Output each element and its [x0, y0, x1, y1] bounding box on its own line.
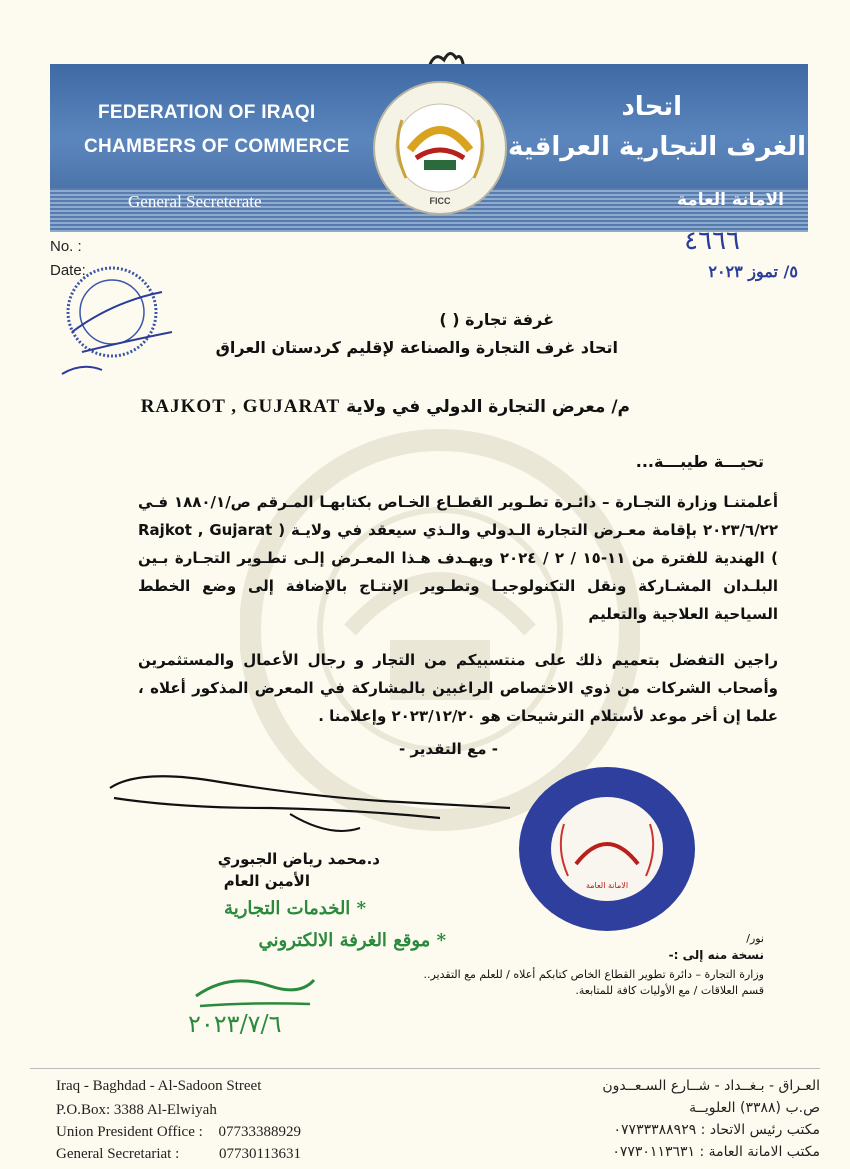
cc-initials: نور/: [746, 932, 764, 945]
number-label: No. :: [50, 238, 82, 255]
footer-pobox-en: P.O.Box: 3388 Al-Elwiyah: [56, 1102, 217, 1118]
header-title-en-line1: FEDERATION OF IRAQI: [98, 102, 316, 123]
body-paragraph-1: أعلمتنـا وزارة التجـارة – دائـرة تطـوير القطـاع الخـاص بكتابهـا المـرقم ص/١٨٨٠/١ فـي ٢٠٢٣/٦/٢٢ بإقامة معـرض التجارة الـدولي والـذي سيعقد في ولايـة ( Rajkot , Gujarat ) الهندية للفترة من ١١-١٥ / ٢ / ٢٠٢٤ ويهـدف هـذا المعـرض إلـى تطـوير التجـارة بـين البلـدان المشـاركة ونقل التكنولوجيـا وتطـوير الإنتـاج بالإضافة إلى وضع الخطط السياحية العلاجية والتعليم: [138, 493, 778, 623]
footer-secretariat-phone: 07730113631: [219, 1146, 301, 1162]
footer-pobox-ar: ص.ب (٣٣٨٨) العلويــة: [689, 1100, 820, 1116]
footer-president-en: [56, 1124, 301, 1141]
seal-center-text: الامانة العامة: [585, 881, 629, 890]
footer-secretariat-en: [56, 1146, 301, 1163]
greeting: تحيـــة طيبـــة...: [635, 452, 764, 471]
footer-secretariat-label: General Secretariat :: [56, 1146, 180, 1162]
footer-secretariat-ar: مكتب الامانة العامة : ٠٧٧٣٠١١٣٦٣١: [612, 1144, 820, 1160]
green-date: ٢٠٢٣/٧/٦: [188, 1010, 282, 1038]
signer-name: د.محمد رياض الجبوري: [217, 850, 380, 868]
subject-line: [141, 396, 630, 418]
date-label: Date:: [50, 262, 86, 279]
green-note-2: * موقع الغرفة الالكتروني: [258, 930, 446, 951]
received-stamp: [52, 262, 192, 382]
header-title-en-line2: CHAMBERS OF COMMERCE: [84, 136, 350, 157]
cc-line-1: وزارة التجارة – دائرة تطوير القطاع الخاص كتابكم أعلاه / للعلم مع التقدير..: [423, 968, 764, 981]
federation-logo: [372, 80, 508, 216]
footer-president-phone: 07733388929: [218, 1124, 302, 1140]
header-subtitle-en: General Secreterate: [128, 192, 262, 211]
header-subtitle-ar: الامانة العامة: [676, 190, 784, 210]
logo-abbr: FICC: [429, 196, 451, 206]
footer-address-en: Iraq - Baghdad - Al-Sadoon Street: [56, 1078, 262, 1094]
closing-regards: - مع التقدير -: [399, 740, 498, 758]
handwritten-date: ٥/ تموز ٢٠٢٣: [708, 262, 798, 281]
cc-line-2: قسم العلاقات / مع الأوليات كافة للمتابعة.: [575, 984, 764, 997]
footer-address-ar: العـراق - بـغــداد - شــارع السـعــدون: [602, 1078, 820, 1094]
recipient-line1: غرفة تجارة ( ): [439, 310, 554, 329]
official-seal: [516, 764, 698, 934]
footer-president-label: Union President Office :: [56, 1124, 203, 1140]
cc-title: نسخة منه إلى :-: [668, 948, 764, 962]
green-initials: [190, 966, 320, 1016]
green-note-1: * الخدمات التجارية: [224, 898, 366, 919]
recipient-line2: اتحاد غرف التجارة والصناعة لإقليم كردستان العراق: [215, 338, 618, 357]
body-paragraph-2: راجين التفضل بتعميم ذلك على منتسبيكم من التجار و رجال الأعمال والمستثمرين وأصحاب الشركات من ذوي الاختصاص الراغبين بالمشاركة في المعرض المذكور أعلاه ، علما إن أخر موعد لأستلام الترشيحات هو ٢٠٢٣/١٢/٢٠ وإعلامنا .: [138, 651, 778, 725]
header-title-ar-line2: الغرف التجارية العراقية: [508, 132, 806, 162]
signature: [100, 768, 520, 848]
footer-divider: [30, 1068, 820, 1069]
subject-ar: م/ معرض التجارة الدولي في ولاية: [346, 397, 630, 417]
signer-title: الأمين العام: [223, 872, 310, 890]
footer-president-ar: مكتب رئيس الاتحاد : ٠٧٧٣٣٣٨٨٩٢٩: [613, 1122, 820, 1138]
subject-en: RAJKOT , GUJARAT: [140, 396, 341, 417]
header-title-ar-line1: اتحاد: [621, 92, 682, 122]
handwritten-number: ٤٦٦٦: [684, 226, 740, 256]
